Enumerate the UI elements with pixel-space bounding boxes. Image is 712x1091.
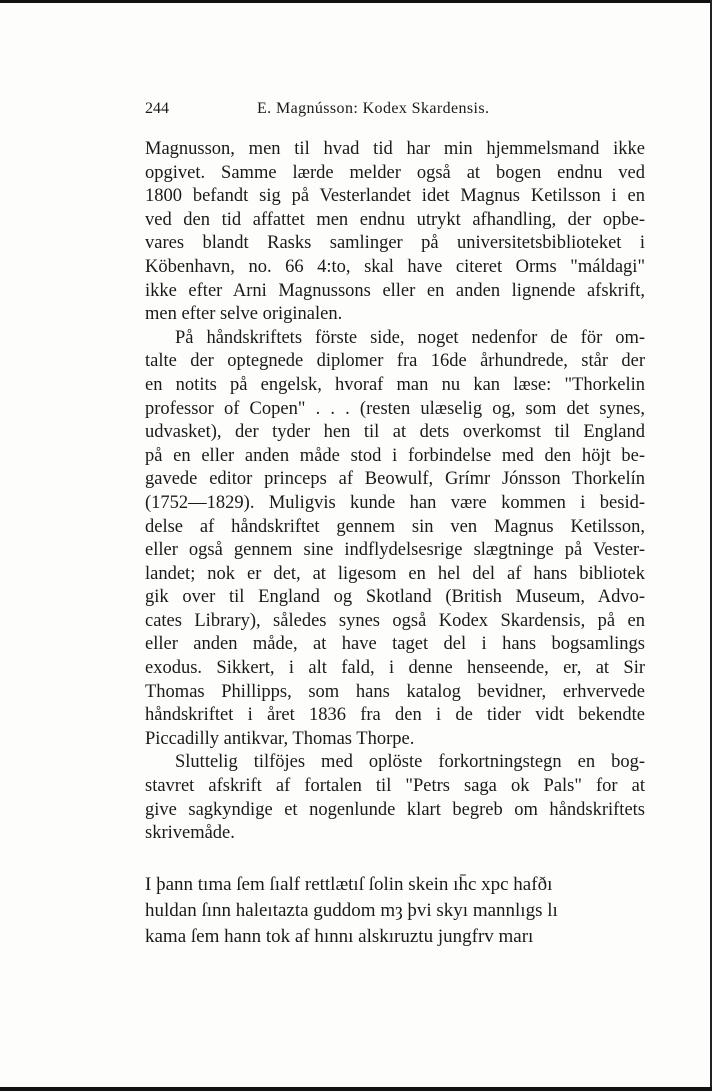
text-line: stavret afskrift af fortalen til "Petrs saga ok Pals" for at (145, 776, 645, 797)
running-head (145, 100, 645, 124)
text-line: ved den tid affattet men endnu utrykt afhandling, der opbe- (145, 209, 645, 230)
text-line: ikke efter Arni Magnussons eller en anden lignende afskrift, (145, 280, 645, 301)
text-line: Piccadilly antikvar, Thomas Thorpe. (145, 728, 415, 749)
text-line: exodus. Sikkert, i alt fald, i denne henseende, er, at Sir (145, 658, 645, 679)
text-line: håndskriftet i året 1836 fra den i de tider vidt bekendte (145, 705, 645, 726)
text-line: professor of Copen" . . . (resten ulæselig og, som det synes, (145, 398, 645, 419)
text-line: delse af håndskriftet gennem sin ven Magnus Ketilsson, (145, 516, 645, 537)
manuscript-transcription (145, 872, 645, 950)
text-line: opgivet. Samme lærde melder også at bogen endnu ved (145, 162, 645, 183)
text-line: 1800 befandt sig på Vesterlandet idet Magnus Ketilsson i en (145, 186, 645, 207)
text-line: på en eller anden måde stod i forbindelse med den höjt be- (145, 445, 645, 466)
body-text (145, 138, 645, 846)
text-line: gavede editor princeps af Beowulf, Grímr Jónsson Thorkelín (145, 469, 645, 490)
transcription-line: kama ſem hann tok af hınnı alskıruztu jungfrv marı (145, 926, 534, 947)
text-line: gik over til England og Skotland (British Museum, Advo- (145, 587, 645, 608)
text-line: eller også gennem sine indflydelsesrige slægtninge på Vester- (145, 540, 645, 561)
text-line: landet; nok er det, at ligesom en hel del af hans bibliotek (145, 563, 645, 584)
text-line: skrivemåde. (145, 823, 235, 844)
scan-edge-bottom (0, 1087, 712, 1091)
text-line: men efter selve originalen. (145, 304, 343, 325)
text-line: give sagkyndige et nogenlunde klart begreb om håndskriftets (145, 799, 645, 820)
text-line: vares blandt Rasks samlinger på universitetsbiblioteket i (145, 233, 645, 254)
page-number: 244 (145, 100, 169, 117)
text-line: Magnusson, men til hvad tid har min hjemmelsmand ikke (145, 139, 645, 159)
running-title: E. Magnússon: Kodex Skardensis. (257, 100, 490, 117)
text-line: en notits på engelsk, hvoraf man nu kan læse: "Thorkelin (145, 374, 645, 395)
text-line: (1752—1829). Muligvis kunde han være kommen i besid- (145, 492, 645, 513)
text-line: cates Library), således synes også Kodex Skardensis, på en (145, 610, 645, 631)
transcription-line: huldan ſınn haleıtazta guddom mȝ þvi skyı mannlıgs lı (145, 900, 558, 921)
text-line: udvasket), der tyder hen til at dets overkomst til England (145, 422, 645, 443)
text-line: eller anden måde, at have taget del i hans bogsamlings (145, 634, 645, 655)
text-line: talte der optegnede diplomer fra 16de århundrede, står der (145, 351, 645, 372)
text-line: Sluttelig tilföjes med oplöste forkortningstegn en bog- (175, 752, 645, 773)
transcription-line: I þann tıma ſem ſıalf rettlætıſ ſolin skein ıh̄c xpc hafðı (145, 874, 553, 895)
text-line: Köbenhavn, no. 66 4:to, skal have citeret Orms "máldagi" (145, 256, 645, 277)
text-line: Thomas Phillipps, som hans katalog bevidner, erhvervede (145, 681, 645, 702)
text-line: På håndskriftets förste side, noget nedenfor de för om- (175, 327, 645, 348)
scan-edge-top (0, 0, 712, 3)
